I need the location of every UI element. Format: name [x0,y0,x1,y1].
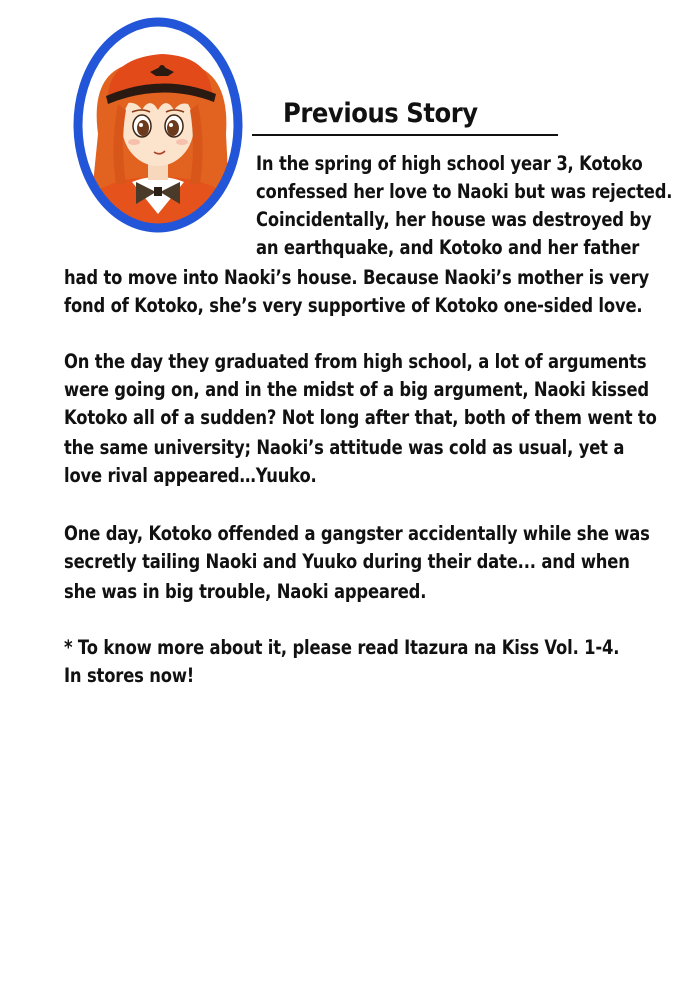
title-underline [252,134,558,136]
para1-line: Coincidentally, her house was destroyed by [256,208,652,231]
para1-line: fond of Kotoko, she’s very supportive of Kotoko one-sided love. [64,294,643,317]
kotoko-portrait [70,14,246,236]
para1-line: confessed her love to Naoki but was rejected. [256,180,673,203]
para2-line: Kotoko all of a sudden? Not long after that, both of them went to [64,406,657,429]
para1-line: had to move into Naoki’s house. Because Naoki’s mother is very [64,266,650,289]
para2-line: the same university; Naoki’s attitude was cold as usual, yet a [64,436,625,459]
para3-line: she was in big trouble, Naoki appeared. [64,580,427,603]
para2-line: On the day they graduated from high school, a lot of arguments [64,350,647,373]
para2-line: were going on, and in the midst of a big argument, Naoki kissed [64,378,649,401]
para1-line: In the spring of high school year 3, Kotoko [256,152,643,175]
note-line: In stores now! [64,664,195,687]
para2-line: love rival appeared…Yuuko. [64,464,317,487]
para3-line: One day, Kotoko offended a gangster accidentally while she was [64,522,650,545]
para3-line: secretly tailing Naoki and Yuuko during their date... and when [64,550,630,573]
page-title: Previous Story [283,98,478,129]
note-line: * To know more about it, please read Itazura na Kiss Vol. 1-4. [64,636,620,659]
para1-line: an earthquake, and Kotoko and her father [256,236,640,259]
